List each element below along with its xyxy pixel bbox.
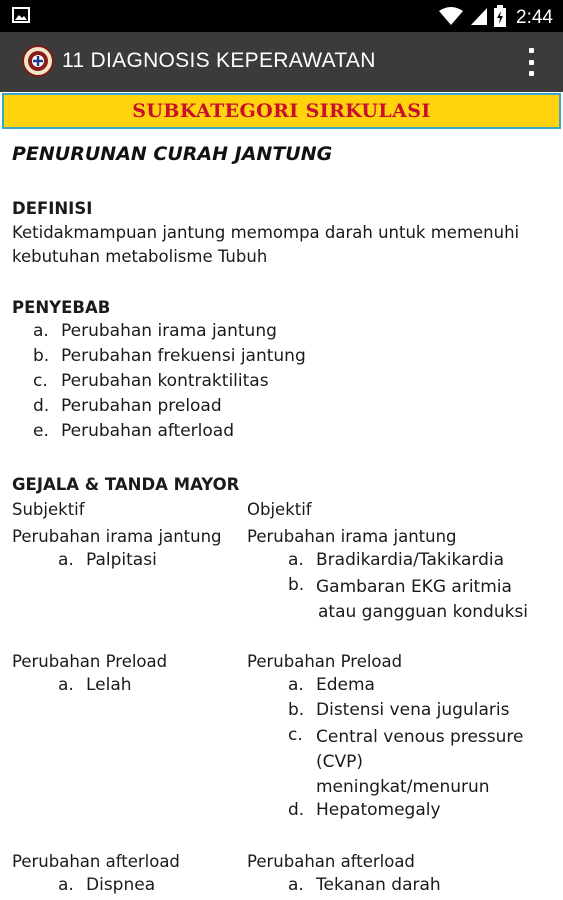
app-title: 11 DIAGNOSIS KEPERAWATAN xyxy=(62,49,376,72)
subj-group-label: Perubahan irama jantung xyxy=(12,527,222,546)
subj-item xyxy=(58,675,132,695)
list-item-text: Hepatomegaly xyxy=(316,800,441,820)
list-item-text: Bradikardia/Takikardia xyxy=(316,550,505,570)
obj-group-label: Perubahan Preload xyxy=(247,652,403,671)
list-item-text: Perubahan preload xyxy=(61,396,222,416)
penyebab-item xyxy=(33,421,234,441)
col-objektif-label: Objektif xyxy=(247,500,312,519)
list-item-text: atau gangguan konduksi xyxy=(318,602,529,622)
list-item-text: Perubahan afterload xyxy=(61,421,234,441)
list-marker: e. xyxy=(33,421,49,441)
list-item-text: Central venous pressure xyxy=(316,727,524,747)
list-marker: d. xyxy=(288,800,305,820)
list-item-text: Perubahan irama jantung xyxy=(61,321,277,341)
col-subjektif-label: Subjektif xyxy=(12,500,85,519)
list-item-text: Edema xyxy=(316,675,375,695)
obj-item xyxy=(288,725,523,800)
diagnosis-title: PENURUNAN CURAH JANTUNG xyxy=(12,143,333,165)
penyebab-item xyxy=(33,371,269,391)
obj-group-label: Perubahan afterload xyxy=(247,852,415,871)
list-marker: a. xyxy=(33,321,49,341)
obj-item xyxy=(288,800,441,820)
subj-group-label: Perubahan afterload xyxy=(12,852,180,871)
penyebab-item xyxy=(33,321,277,341)
penyebab-heading: PENYEBAB xyxy=(12,298,111,317)
obj-item xyxy=(288,675,375,695)
obj-item xyxy=(288,550,504,570)
obj-item xyxy=(288,700,509,720)
list-item-text: Tekanan darah xyxy=(316,875,441,895)
image-icon xyxy=(12,7,30,27)
list-marker: d. xyxy=(33,396,50,416)
app-bar xyxy=(0,32,563,92)
wifi-icon xyxy=(438,6,464,30)
obj-group-label: Perubahan irama jantung xyxy=(247,527,457,546)
list-marker: b. xyxy=(33,346,50,366)
list-item-text: Distensi vena jugularis xyxy=(316,700,510,720)
subcategory-banner-text: SUBKATEGORI SIRKULASI xyxy=(132,100,431,122)
penyebab-item xyxy=(33,396,222,416)
list-marker: b. xyxy=(288,700,305,720)
list-item-text: meningkat/menurun xyxy=(316,777,490,797)
subj-group-label: Perubahan Preload xyxy=(12,652,168,671)
subj-item xyxy=(58,875,155,895)
signal-icon xyxy=(470,6,488,30)
list-item-text: Palpitasi xyxy=(86,550,157,570)
list-marker: a. xyxy=(288,875,304,895)
obj-item xyxy=(288,875,441,895)
list-item-text: (CVP) xyxy=(316,752,364,772)
list-marker: a. xyxy=(58,875,74,895)
obj-item xyxy=(288,575,528,625)
list-marker: a. xyxy=(288,550,304,570)
app-logo-icon[interactable] xyxy=(22,45,54,77)
list-item-text: Lelah xyxy=(86,675,132,695)
subj-item xyxy=(58,550,157,570)
status-bar xyxy=(0,0,563,32)
list-item-text: Gambaran EKG aritmia xyxy=(316,577,512,597)
definisi-line: Ketidakmampuan jantung memompa darah untuk memenuhi xyxy=(12,223,520,242)
penyebab-item xyxy=(33,346,306,366)
list-marker: c. xyxy=(288,725,303,745)
definisi-heading: DEFINISI xyxy=(12,199,93,218)
list-item-text: Dispnea xyxy=(86,875,156,895)
battery-icon xyxy=(494,5,506,31)
definisi-line: kebutuhan metabolisme Tubuh xyxy=(12,247,268,266)
status-clock: 2:44 xyxy=(516,7,553,28)
gejala-heading: GEJALA & TANDA MAYOR xyxy=(12,475,240,494)
overflow-menu-icon[interactable] xyxy=(527,48,535,76)
list-marker: b. xyxy=(288,575,305,595)
list-item-text: Perubahan kontraktilitas xyxy=(61,371,269,391)
subcategory-banner xyxy=(2,93,561,129)
list-marker: c. xyxy=(33,371,48,391)
list-marker: a. xyxy=(58,675,74,695)
list-item-text: Perubahan frekuensi jantung xyxy=(61,346,306,366)
list-marker: a. xyxy=(288,675,304,695)
list-marker: a. xyxy=(58,550,74,570)
